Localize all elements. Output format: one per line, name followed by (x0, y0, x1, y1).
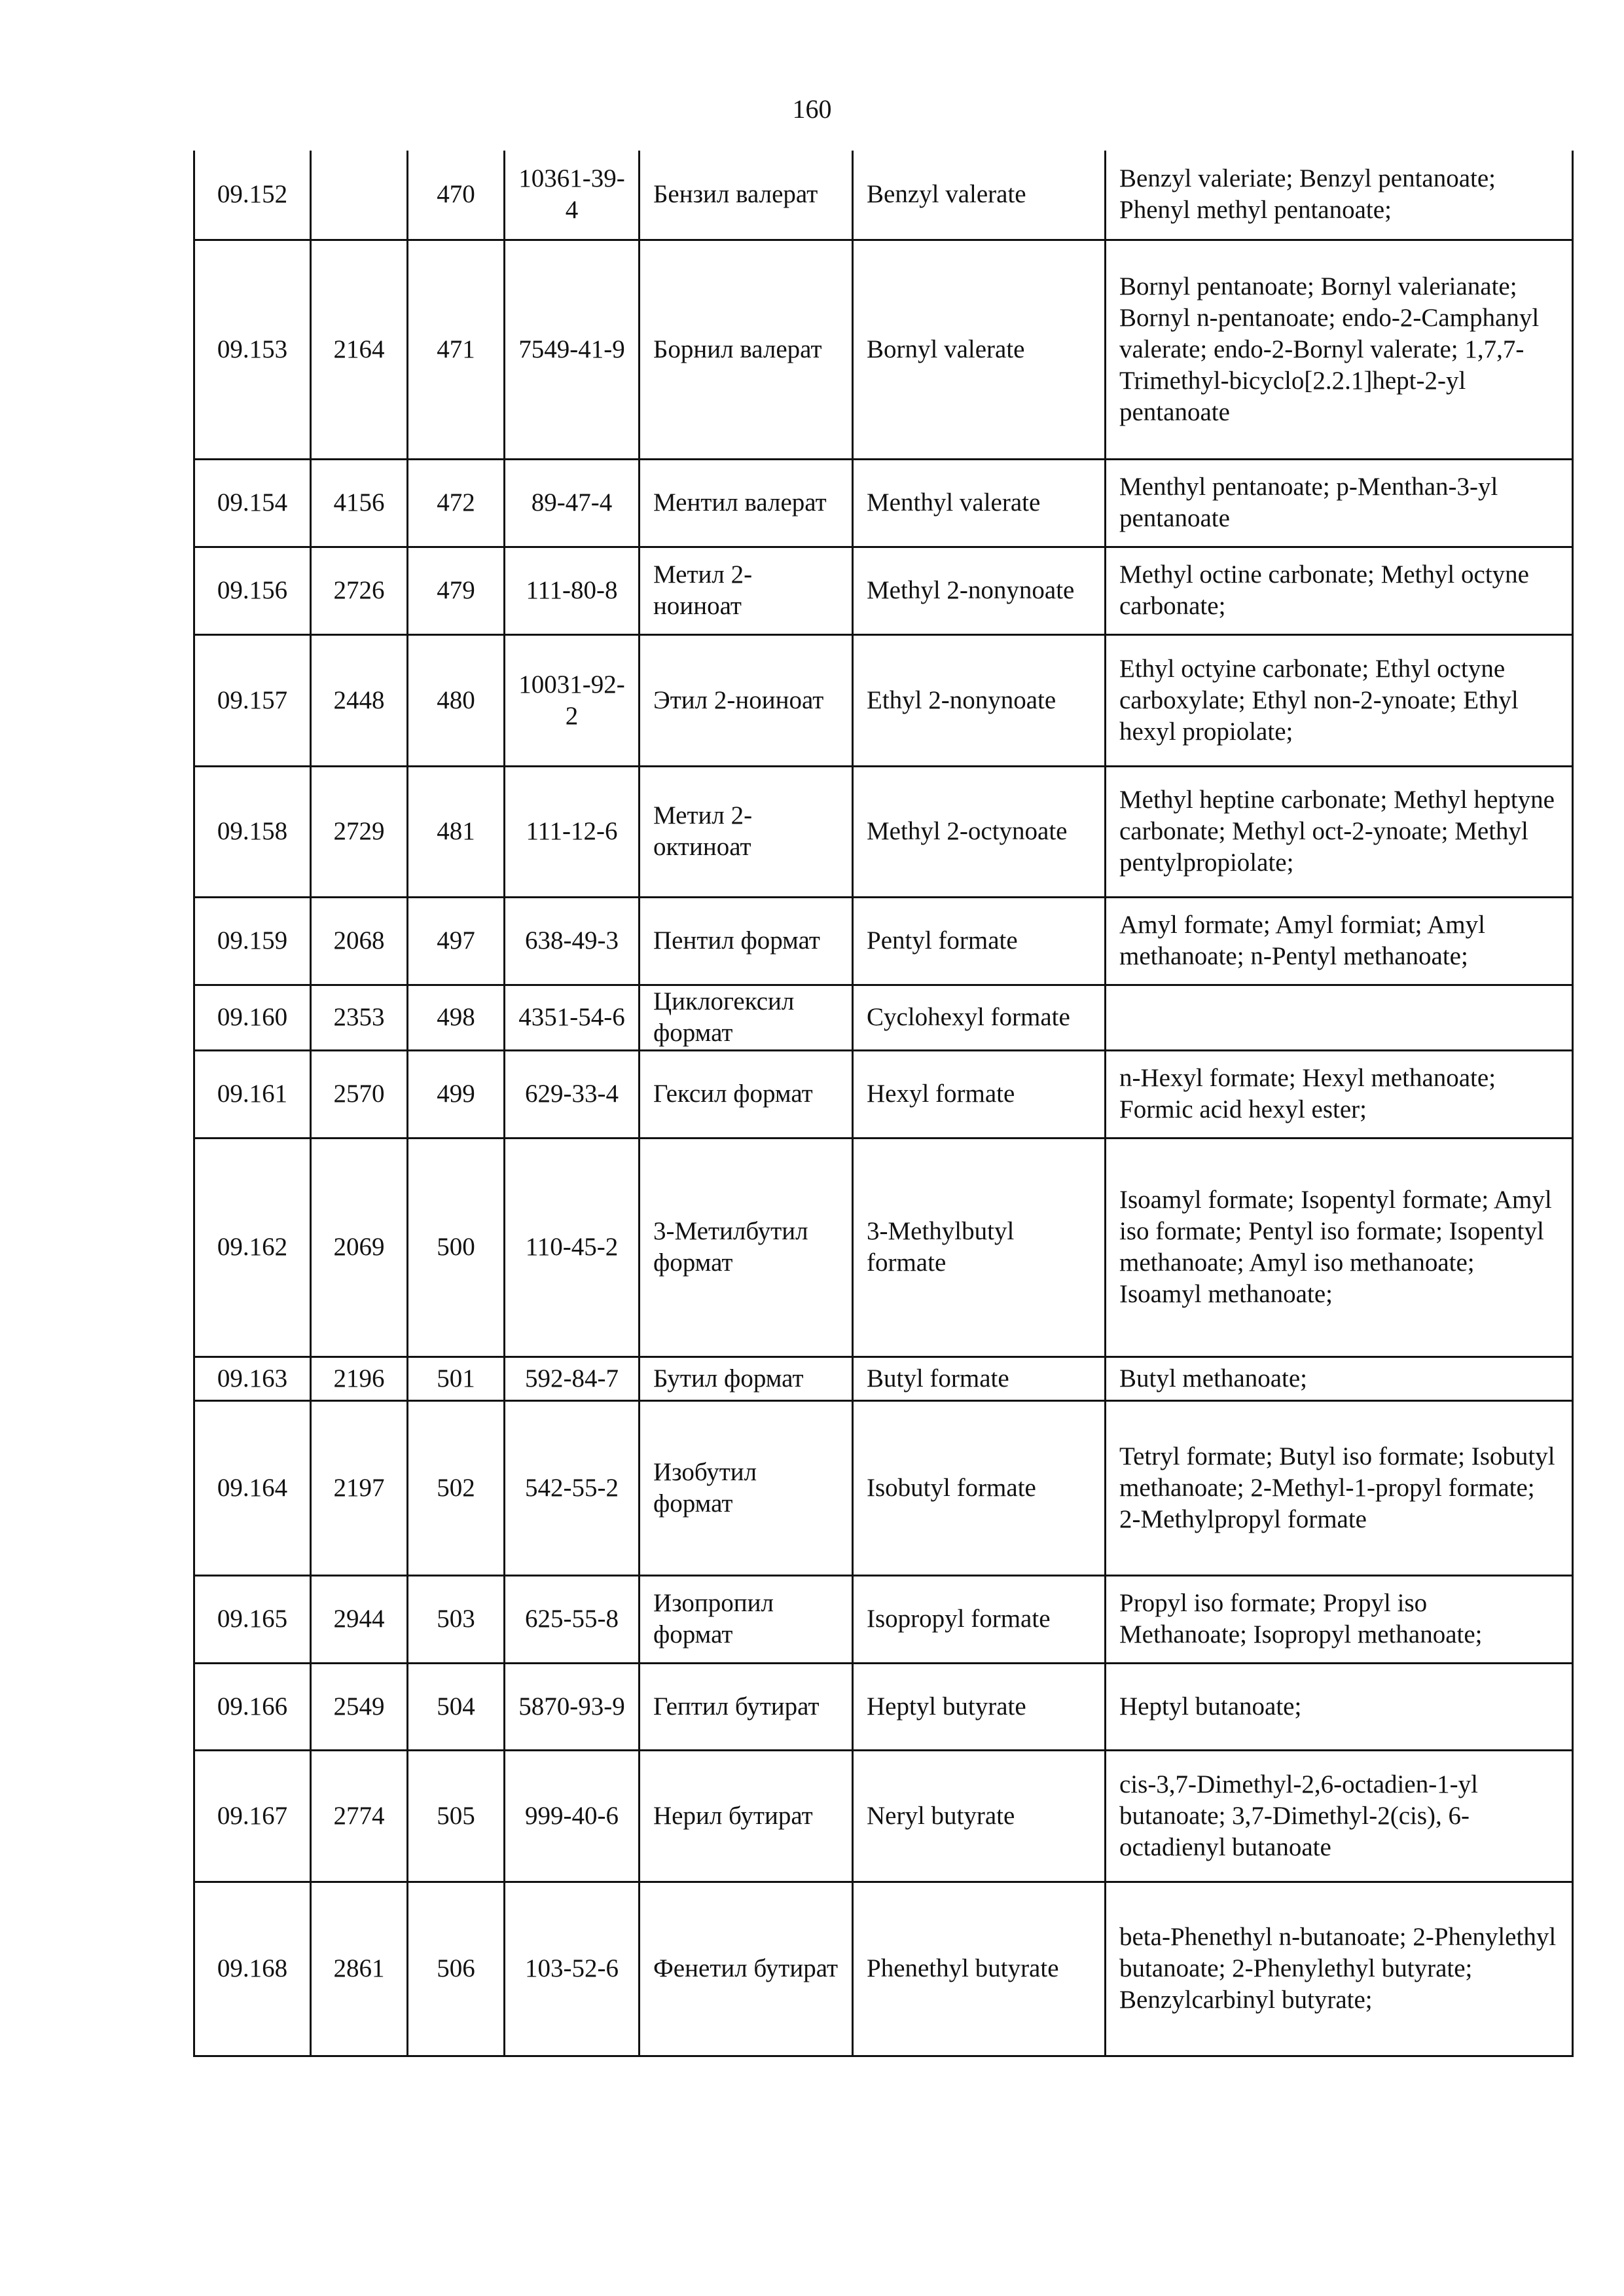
table-row (194, 1663, 1573, 1750)
number-cell: 09.163 (194, 1357, 311, 1400)
name-ru-cell: Этил 2-ноиноат (640, 634, 853, 766)
name-en-cell: 3-Methylbutyl formate (853, 1138, 1106, 1357)
synonyms-cell: Benzyl valeriate; Benzyl pentanoate; Phenyl methyl pentanoate; (1106, 151, 1573, 240)
name-ru-cell: Гептил бутират (640, 1663, 853, 1750)
number-cell: 09.152 (194, 151, 311, 240)
name-en-cell: Methyl 2-nonynoate (853, 547, 1106, 634)
table-row (194, 634, 1573, 766)
name-ru-cell: 3-Метилбутил формат (640, 1138, 853, 1357)
table-row (194, 1882, 1573, 2056)
number-cell: 09.167 (194, 1750, 311, 1882)
synonyms-cell: Methyl octine carbonate; Methyl octyne carbonate; (1106, 547, 1573, 634)
number-cell: 09.165 (194, 1575, 311, 1663)
jecfa-cell: 502 (408, 1400, 505, 1575)
fema-cell: 2570 (311, 1050, 408, 1138)
fema-cell: 2944 (311, 1575, 408, 1663)
name-en-cell: Cyclohexyl formate (853, 985, 1106, 1050)
name-en-cell: Hexyl formate (853, 1050, 1106, 1138)
synonyms-cell: n-Hexyl formate; Hexyl methanoate; Formic acid hexyl ester; (1106, 1050, 1573, 1138)
jecfa-cell: 497 (408, 897, 505, 985)
table-row (194, 1575, 1573, 1663)
synonyms-cell: Propyl iso formate; Propyl iso Methanoate; Isopropyl methanoate; (1106, 1575, 1573, 1663)
jecfa-cell: 499 (408, 1050, 505, 1138)
fema-cell: 2448 (311, 634, 408, 766)
name-en-cell: Phenethyl butyrate (853, 1882, 1106, 2056)
cas-cell: 999-40-6 (505, 1750, 640, 1882)
jecfa-cell: 480 (408, 634, 505, 766)
fema-cell: 2068 (311, 897, 408, 985)
cas-cell: 111-12-6 (505, 766, 640, 897)
name-en-cell: Isopropyl formate (853, 1575, 1106, 1663)
name-en-cell: Isobutyl formate (853, 1400, 1106, 1575)
cas-cell: 592-84-7 (505, 1357, 640, 1400)
table-row (194, 547, 1573, 634)
synonyms-cell: Amyl formate; Amyl formiat; Amyl methanoate; n-Pentyl methanoate; (1106, 897, 1573, 985)
cas-cell: 638-49-3 (505, 897, 640, 985)
fema-cell: 2726 (311, 547, 408, 634)
synonyms-cell: beta-Phenethyl n-butanoate; 2-Phenylethyl butanoate; 2-Phenylethyl butyrate; Benzylcarbinyl butyrate; (1106, 1882, 1573, 2056)
table-row (194, 1357, 1573, 1400)
name-en-cell: Ethyl 2-nonynoate (853, 634, 1106, 766)
page-number: 160 (792, 94, 832, 124)
cas-cell: 629-33-4 (505, 1050, 640, 1138)
number-cell: 09.161 (194, 1050, 311, 1138)
table-row (194, 151, 1573, 240)
fema-cell: 2353 (311, 985, 408, 1050)
table-row (194, 1750, 1573, 1882)
number-cell: 09.154 (194, 459, 311, 547)
table-row (194, 1050, 1573, 1138)
cas-cell: 110-45-2 (505, 1138, 640, 1357)
jecfa-cell: 479 (408, 547, 505, 634)
number-cell: 09.159 (194, 897, 311, 985)
fema-cell: 2729 (311, 766, 408, 897)
synonyms-cell (1106, 985, 1573, 1050)
cas-cell: 4351-54-6 (505, 985, 640, 1050)
table-row (194, 985, 1573, 1050)
cas-cell: 542-55-2 (505, 1400, 640, 1575)
name-ru-cell: Ментил валерат (640, 459, 853, 547)
synonyms-cell: Heptyl butanoate; (1106, 1663, 1573, 1750)
synonyms-cell: Butyl methanoate; (1106, 1357, 1573, 1400)
name-ru-cell: Метил 2-октиноат (640, 766, 853, 897)
name-ru-cell: Пентил формат (640, 897, 853, 985)
table-row (194, 766, 1573, 897)
name-en-cell: Neryl butyrate (853, 1750, 1106, 1882)
number-cell: 09.166 (194, 1663, 311, 1750)
table-row (194, 240, 1573, 459)
jecfa-cell: 503 (408, 1575, 505, 1663)
name-en-cell: Heptyl butyrate (853, 1663, 1106, 1750)
synonyms-cell: Isoamyl formate; Isopentyl formate; Amyl iso formate; Pentyl iso formate; Isopentyl methanoate; Amyl iso methanoate; Isoamyl methanoate; (1106, 1138, 1573, 1357)
synonyms-cell: cis-3,7-Dimethyl-2,6-octadien-1-yl butanoate; 3,7-Dimethyl-2(cis), 6-octadienyl butanoate (1106, 1750, 1573, 1882)
jecfa-cell: 471 (408, 240, 505, 459)
name-en-cell: Benzyl valerate (853, 151, 1106, 240)
fema-cell: 2197 (311, 1400, 408, 1575)
cas-cell: 103-52-6 (505, 1882, 640, 2056)
jecfa-cell: 501 (408, 1357, 505, 1400)
synonyms-cell: Tetryl formate; Butyl iso formate; Isobutyl methanoate; 2-Methyl-1-propyl formate; 2-Methylpropyl formate (1106, 1400, 1573, 1575)
name-ru-cell: Нерил бутират (640, 1750, 853, 1882)
name-ru-cell: Бензил валерат (640, 151, 853, 240)
jecfa-cell: 504 (408, 1663, 505, 1750)
synonyms-cell: Bornyl pentanoate; Bornyl valerianate; Bornyl n-pentanoate; endo-2-Camphanyl valerate; endo-2-Bornyl valerate; 1,7,7-Trimethyl-bicyclo[2.2.1]hept-2-yl pentanoate (1106, 240, 1573, 459)
number-cell: 09.156 (194, 547, 311, 634)
fema-cell: 2861 (311, 1882, 408, 2056)
name-ru-cell: Фенетил бутират (640, 1882, 853, 2056)
name-ru-cell: Изобутил формат (640, 1400, 853, 1575)
cas-cell: 10031-92-2 (505, 634, 640, 766)
synonyms-cell: Ethyl octyine carbonate; Ethyl octyne carboxylate; Ethyl non-2-ynoate; Ethyl hexyl propiolate; (1106, 634, 1573, 766)
name-ru-cell: Бутил формат (640, 1357, 853, 1400)
cas-cell: 5870-93-9 (505, 1663, 640, 1750)
number-cell: 09.158 (194, 766, 311, 897)
number-cell: 09.157 (194, 634, 311, 766)
jecfa-cell: 500 (408, 1138, 505, 1357)
name-en-cell: Bornyl valerate (853, 240, 1106, 459)
fema-cell (311, 151, 408, 240)
name-ru-cell: Борнил валерат (640, 240, 853, 459)
cas-cell: 89-47-4 (505, 459, 640, 547)
table-body (194, 151, 1573, 2056)
name-en-cell: Methyl 2-octynoate (853, 766, 1106, 897)
cas-cell: 625-55-8 (505, 1575, 640, 1663)
synonyms-cell: Methyl heptine carbonate; Methyl heptyne carbonate; Methyl oct-2-ynoate; Methyl pentylpropiolate; (1106, 766, 1573, 897)
fema-cell: 2196 (311, 1357, 408, 1400)
name-ru-cell: Метил 2-ноиноат (640, 547, 853, 634)
jecfa-cell: 470 (408, 151, 505, 240)
jecfa-cell: 505 (408, 1750, 505, 1882)
table-row (194, 897, 1573, 985)
jecfa-cell: 472 (408, 459, 505, 547)
fema-cell: 2774 (311, 1750, 408, 1882)
jecfa-cell: 506 (408, 1882, 505, 2056)
number-cell: 09.162 (194, 1138, 311, 1357)
number-cell: 09.153 (194, 240, 311, 459)
cas-cell: 10361-39-4 (505, 151, 640, 240)
jecfa-cell: 481 (408, 766, 505, 897)
name-ru-cell: Циклогексил формат (640, 985, 853, 1050)
cas-cell: 7549-41-9 (505, 240, 640, 459)
name-en-cell: Pentyl formate (853, 897, 1106, 985)
table-row (194, 1138, 1573, 1357)
number-cell: 09.168 (194, 1882, 311, 2056)
fema-cell: 4156 (311, 459, 408, 547)
fema-cell: 2549 (311, 1663, 408, 1750)
number-cell: 09.160 (194, 985, 311, 1050)
table-row (194, 459, 1573, 547)
flavouring-substances-table (193, 151, 1574, 2057)
synonyms-cell: Menthyl pentanoate; p-Menthan-3-yl pentanoate (1106, 459, 1573, 547)
number-cell: 09.164 (194, 1400, 311, 1575)
name-en-cell: Menthyl valerate (853, 459, 1106, 547)
cas-cell: 111-80-8 (505, 547, 640, 634)
jecfa-cell: 498 (408, 985, 505, 1050)
fema-cell: 2069 (311, 1138, 408, 1357)
name-ru-cell: Гексил формат (640, 1050, 853, 1138)
name-ru-cell: Изопропил формат (640, 1575, 853, 1663)
table-row (194, 1400, 1573, 1575)
name-en-cell: Butyl formate (853, 1357, 1106, 1400)
fema-cell: 2164 (311, 240, 408, 459)
